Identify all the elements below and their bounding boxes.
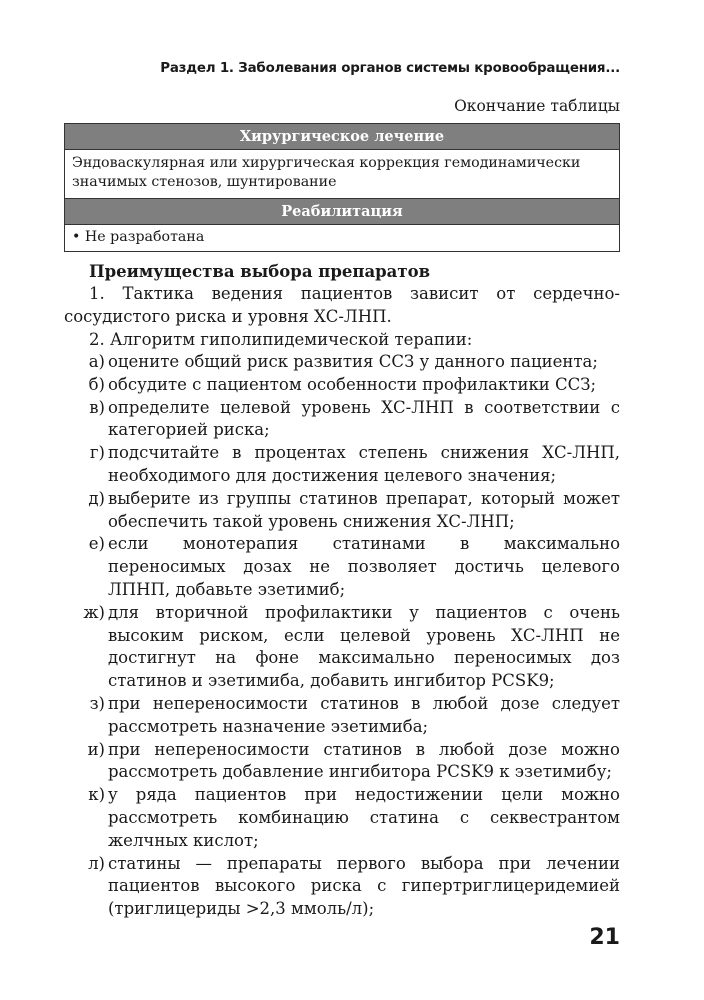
paragraph-1: 1. Тактика ведения пациентов зависит от сердечно-сосудистого риска и уровня ХС-ЛНП. [64,284,620,326]
list-marker: е) [88,534,105,554]
algorithm-list [64,351,620,921]
rehab-cell [65,225,619,251]
surgical-text: Эндоваскулярная или хирургическая коррекция гемодинамически значимых стенозов, шунтирование [65,150,619,199]
list-marker: г) [89,443,105,463]
running-head: Раздел 1. Заболевания органов системы кровообращения... [160,61,620,76]
list-text: подсчитайте в процентах степень снижения ХС-ЛНП, необходимого для достижения целевого значения; [108,443,620,485]
list-item [64,533,620,601]
list-item [64,442,620,488]
list-marker: з) [89,693,105,713]
list-item [64,488,620,534]
list-item [64,602,620,693]
list-text: определите целевой уровень ХС-ЛНП в соответствии с категорией риска; [108,397,620,440]
surgical-header: Хирургическое лечение [65,124,619,150]
list-text: оцените общий риск развития ССЗ у данного пациента; [108,352,598,371]
list-marker: б) [88,374,105,394]
list-text: обсудите с пациентом особенности профилактики ССЗ; [108,374,597,394]
list-marker: к) [88,785,105,805]
section-heading: Преимущества выбора препаратов [89,262,431,281]
list-marker: л) [88,853,105,873]
list-item [64,853,620,921]
page-number: 21 [589,925,620,950]
paragraphs [64,283,620,351]
list-marker: в) [89,397,105,417]
list-text: статины — препараты первого выбора при лечении пациентов высокого риска с гипертриглицеридемией (триглицериды >2,3 ммоль/л); [108,853,620,919]
list-item [64,784,620,852]
list-text: для вторичной профилактики у пациентов с очень высоким риском, если целевой уровень ХС-ЛНП не достигнут на фоне максимально переносимых доз статинов и эзетимиба, добавить ингибитор PCSK9; [108,602,620,691]
list-text: при непереносимости статинов в любой дозе можно рассмотреть добавление ингибитора PCSK9 к эзетимибу; [108,739,620,782]
list-text: у ряда пациентов при недостижении цели можно рассмотреть комбинацию статина с секвестрантом желчных кислот; [108,785,620,850]
list-item [64,374,620,397]
treatment-table [64,123,620,252]
list-marker: и) [87,739,105,759]
list-item [64,351,620,374]
list-item [64,693,620,739]
paragraph-2: 2. Алгоритм гиполипидемической терапии: [89,329,473,349]
list-text: при непереносимости статинов в любой дозе следует рассмотреть назначение эзетимиба; [108,693,620,736]
list-marker: ж) [83,602,105,622]
table-caption: Окончание таблицы [454,97,620,115]
list-item [64,739,620,785]
rehab-item: • Не разработана [72,229,204,245]
list-marker: д) [88,488,105,508]
list-item [64,397,620,443]
rehab-header: Реабилитация [65,199,619,225]
list-marker: а) [88,352,105,371]
list-text: если монотерапия статинами в максимально переносимых дозах не позволяет достичь целевого ЛПНП, добавьте эзетимиб; [108,534,620,599]
list-text: выберите из группы статинов препарат, который может обеспечить такой уровень снижения ХС-ЛНП; [108,488,620,531]
